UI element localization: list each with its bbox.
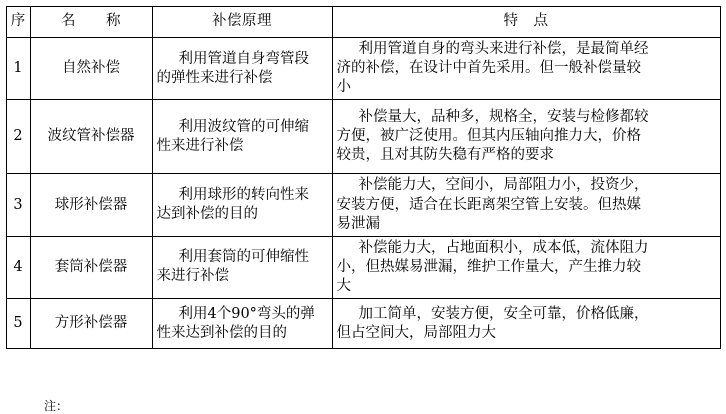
feature-line: 大 <box>336 278 351 294</box>
table-header-row <box>6 7 720 38</box>
footnote: 注： <box>44 399 69 413</box>
principle-line: 利用球形的转向性来 <box>178 186 309 203</box>
table-row <box>6 38 720 100</box>
row-principle <box>152 236 332 298</box>
principle-line: 的弹性来进行补偿 <box>156 69 273 86</box>
principle-line: 性来进行补偿 <box>156 137 244 154</box>
row-principle <box>152 38 332 100</box>
column-header-index: 序 <box>6 7 30 38</box>
row-name: 套筒补偿器 <box>30 236 152 298</box>
table-header <box>6 7 720 38</box>
feature-line: 补偿能力大，空间小，局部阻力小，投资少， <box>358 177 649 194</box>
row-features <box>332 236 720 298</box>
feature-line: 加工简单，安装方便，安全可靠，价格低廉， <box>358 305 649 322</box>
row-index: 2 <box>6 100 30 174</box>
principle-line: 性来达到补偿的目的 <box>156 324 287 341</box>
principle-line: 来进行补偿 <box>156 268 229 285</box>
feature-line: 利用管道自身的弯头来进行补偿，是最简单经 <box>358 41 649 57</box>
principle-line: 利用套筒的可伸缩性 <box>178 249 309 266</box>
row-name: 自然补偿 <box>30 38 152 100</box>
feature-line: 小，但热媒易泄漏，维护工作量大，产生推力较 <box>336 258 641 275</box>
row-principle <box>152 299 332 349</box>
row-features <box>332 299 720 349</box>
row-name: 波纹管补偿器 <box>30 100 152 174</box>
feature-line: 小 <box>336 79 351 96</box>
table-row <box>6 299 720 349</box>
row-name: 方形补偿器 <box>30 299 152 349</box>
feature-line: 补偿能力大，占地面积小，成本低，流体阻力 <box>358 239 649 256</box>
column-header-principle: 补偿原理 <box>152 7 332 38</box>
row-index: 4 <box>6 236 30 298</box>
table-row <box>6 100 720 174</box>
feature-line: 安装方便，适合在长距离架空管上安装。但热媒 <box>336 196 641 213</box>
feature-line: 较贵，且对其防失稳有严格的要求 <box>336 147 554 164</box>
row-name: 球形补偿器 <box>30 174 152 236</box>
table-row <box>6 236 720 298</box>
row-features <box>332 38 720 100</box>
column-header-features: 特 点 <box>332 7 720 38</box>
feature-line: 济的补偿，在设计中首先采用。但一般补偿量较 <box>336 60 641 77</box>
row-index: 1 <box>6 38 30 100</box>
column-header-name: 名 称 <box>30 7 152 38</box>
row-features <box>332 174 720 236</box>
table-row <box>6 174 720 236</box>
row-index: 5 <box>6 299 30 349</box>
principle-line: 利用管道自身弯管段 <box>178 50 309 67</box>
table-body <box>6 38 720 349</box>
row-index: 3 <box>6 174 30 236</box>
principle-line: 达到补偿的目的 <box>156 206 258 223</box>
principle-line: 利用波纹管的可伸缩 <box>178 118 309 135</box>
principle-line: 利用4个90°弯头的弹 <box>178 305 315 322</box>
row-principle <box>152 174 332 236</box>
row-principle <box>152 100 332 174</box>
compensator-comparison-table <box>6 6 721 349</box>
feature-line: 方便，被广泛使用。但其内压轴向推力大，价格 <box>336 128 641 145</box>
feature-line: 但占空间大，局部阻力大 <box>336 324 496 341</box>
row-features <box>332 100 720 174</box>
feature-line: 易泄漏 <box>336 215 380 232</box>
feature-line: 补偿量大，品种多，规格全，安装与检修都较 <box>358 109 649 126</box>
